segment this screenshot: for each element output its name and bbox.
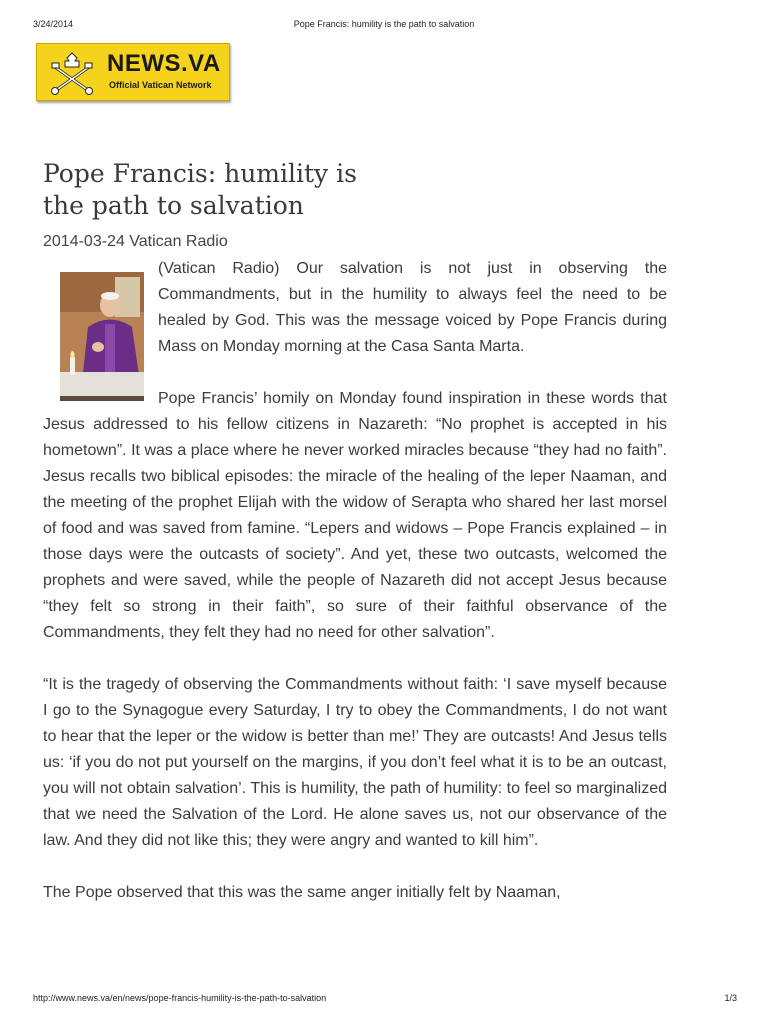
print-page-title: Pope Francis: humility is the path to salvation xyxy=(293,19,475,29)
article-title-line-2: the path to salvation xyxy=(43,191,304,220)
article-paragraph-2: Pope Francis’ homily on Monday found inspiration in these words that Jesus addressed to his fellow citizens in Nazareth: “No prophet is accepted in his hometown”. It was a place where he never worked miracles because “they had no faith”. Jesus recalls two biblical episodes: the miracle of the healing of the leper Naaman, and the meeting of the prophet Elijah with the widow of Serapta who shared her last morsel of food and was saved from famine. “Lepers and widows – Pope Francis explained – in those days were the outcasts of society”. And yet, these two outcasts, welcomed the prophets and were saved, while the people of Nazareth did not accept Jesus because “they felt so strong in their faith”, so sure of their faithful observance of the Commandments, they felt they had no need for other salvation”. xyxy=(43,390,667,641)
article-title-line-1: Pope Francis: humility is xyxy=(43,159,357,188)
page-number: 1/3 xyxy=(724,993,737,1003)
article-paragraph-4: The Pope observed that this was the same anger initially felt by Naaman, xyxy=(43,884,561,901)
print-date: 3/24/2014 xyxy=(33,19,74,29)
logo-brand-text: NEWS.VA xyxy=(107,50,221,77)
logo-tagline: Official Vatican Network xyxy=(109,80,212,90)
article-body xyxy=(43,256,667,932)
print-url: http://www.news.va/en/news/pope-francis-humility-is-the-path-to-salvation xyxy=(33,993,327,1003)
article-paragraph-3: “It is the tragedy of observing the Commandments without faith: ‘I save myself because I go to the Synagogue every Saturday, I try to obey the Commandments, I do not want to hear that the leper or the widow is better than me!’ They are outcasts! And Jesus tells us: ‘if you do not put yourself on the margins, if you don’t feel what it is to be an outcast, you will not obtain salvation’. This is humility, the path of humility: to feel so marginalized that we need the Salvation of the Lord. He alone saves us, not our observance of the law. And they did not like this; they were angry and wanted to kill him”. xyxy=(43,676,667,849)
vatican-emblem-icon xyxy=(47,51,97,95)
article-paragraph-1: (Vatican Radio) Our salvation is not just in observing the Commandments, but in the humility to always feel the need to be healed by God. This was the message voiced by Pope Francis during Mass on Monday morning at the Casa Santa Marta. xyxy=(158,260,667,355)
article-title xyxy=(43,158,443,222)
news-va-logo[interactable] xyxy=(36,43,230,101)
article-byline: 2014-03-24 Vatican Radio xyxy=(43,233,228,250)
